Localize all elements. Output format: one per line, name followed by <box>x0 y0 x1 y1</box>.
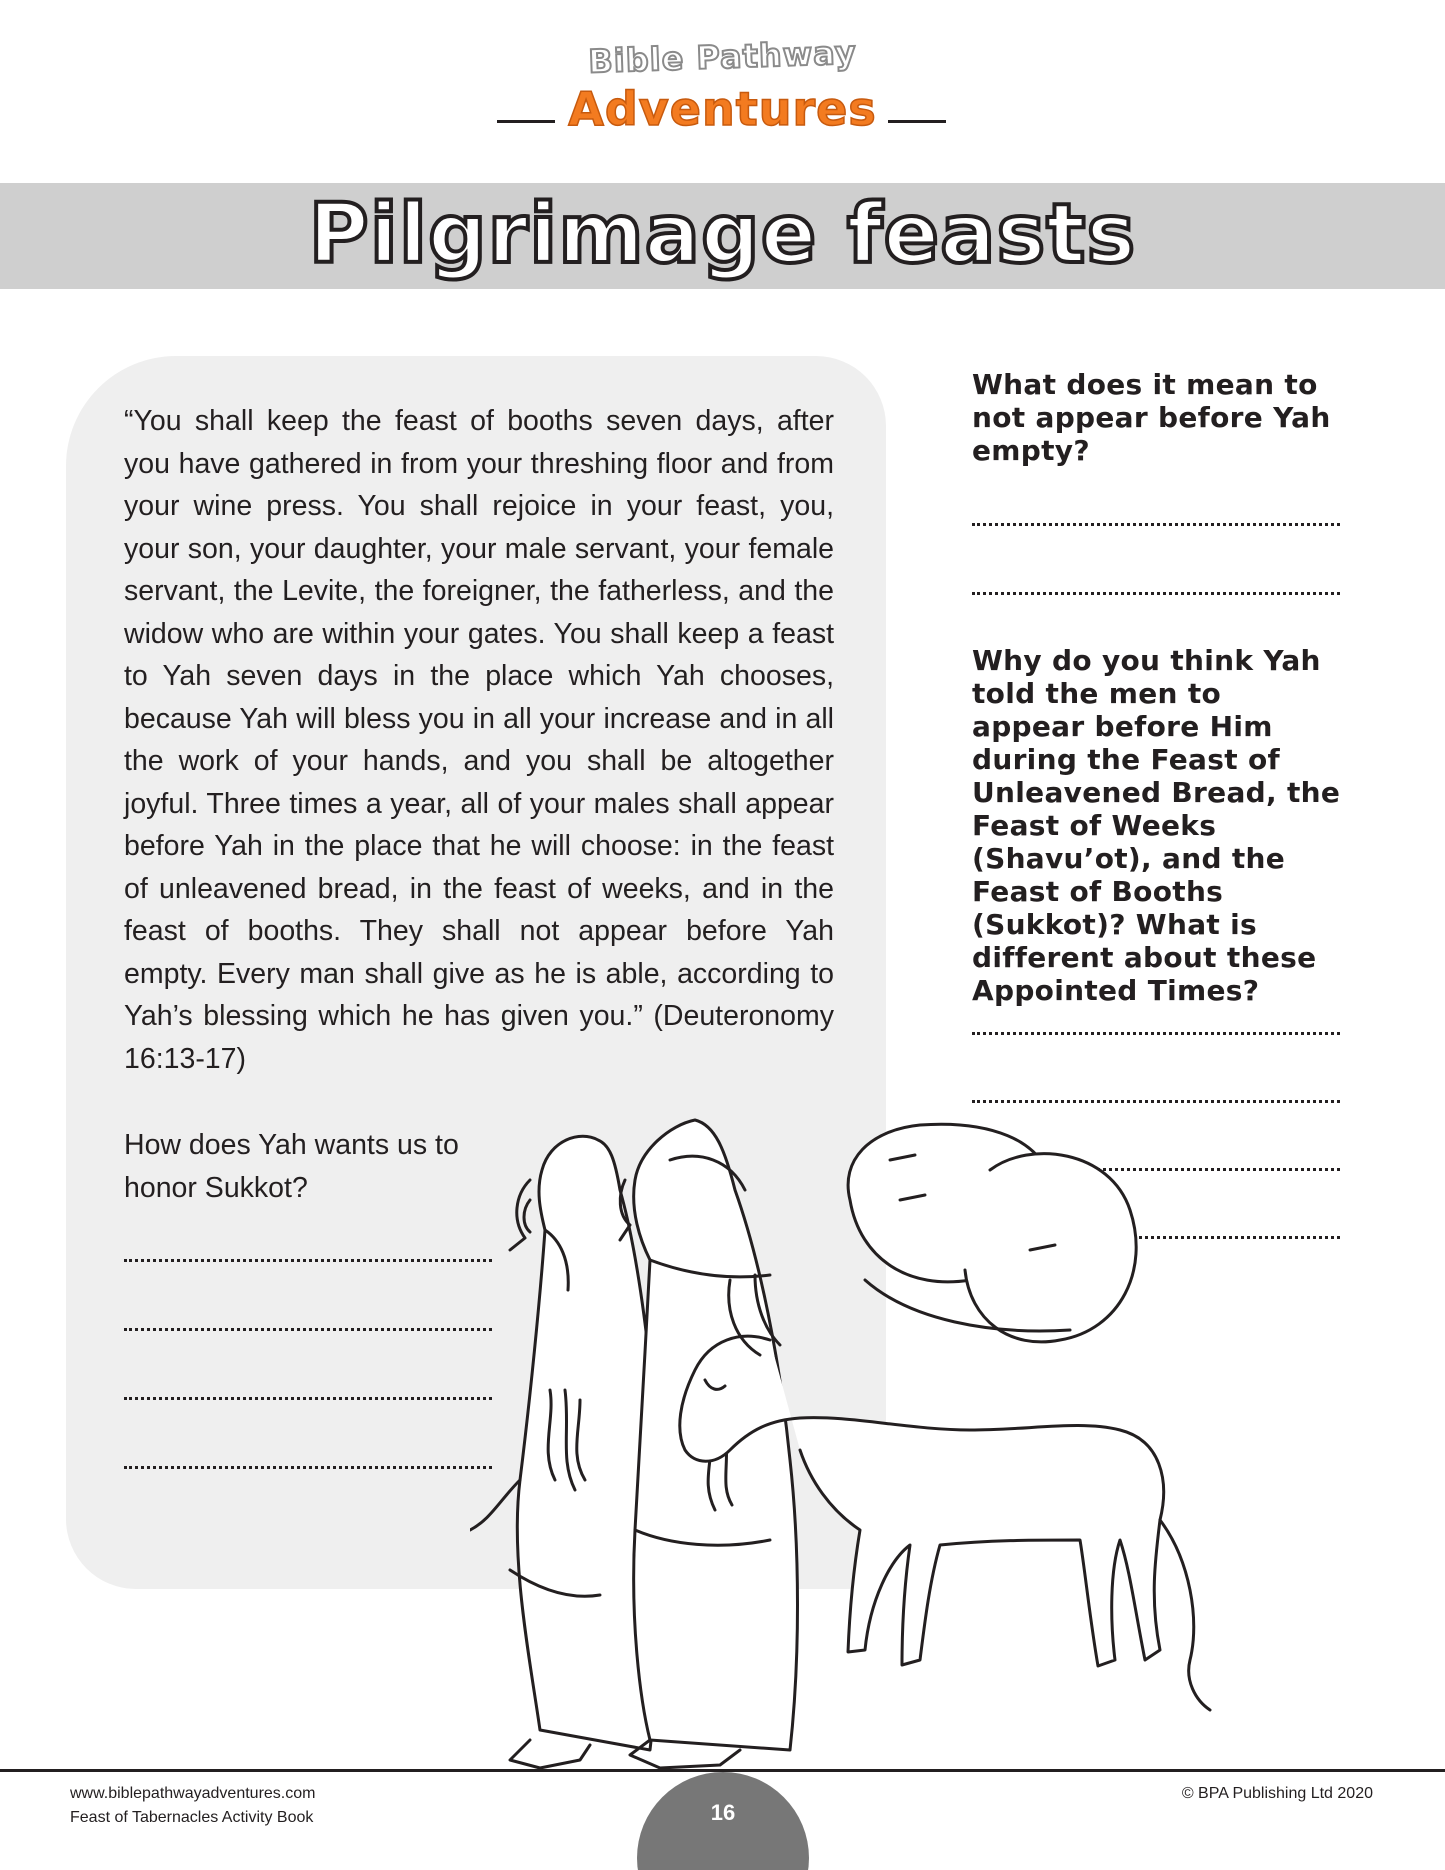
answer-line[interactable] <box>124 1466 492 1469</box>
answer-line[interactable] <box>124 1397 492 1400</box>
right-question-1: What does it mean to not appear before Yah empty? <box>972 368 1331 467</box>
pilgrims-with-donkey-illustration <box>470 1100 1445 1780</box>
title-band <box>0 183 1445 289</box>
page-number: 16 <box>710 1800 736 1825</box>
footer-left <box>70 1782 315 1830</box>
answer-line[interactable] <box>124 1328 492 1331</box>
right-question-2: Why do you think Yah told the men to appear before Him during the Feast of Unleavened Bread, the Feast of Weeks (Shavu’ot), and the Feast of Booths (Sukkot)? What is different about these Appointed Times? <box>972 644 1341 1007</box>
logo-top-text: Bible Pathway <box>587 33 858 81</box>
left-question: How does Yah wants us to honor Sukkot? <box>124 1129 459 1204</box>
answer-line[interactable] <box>972 523 1340 526</box>
logo-bottom-text: Adventures <box>568 82 877 136</box>
footer-copyright: © BPA Publishing Ltd 2020 <box>1181 1785 1373 1802</box>
brand-logo <box>0 28 1445 138</box>
scripture-quote: “You shall keep the feast of booths seven days, after you have gathered in from your threshing floor and from your wine press. You shall rejoice in your feast, you, your son, your daughter, your male servant, your female servant, the Levite, the foreigner, the fatherless, and the widow who are within your gates. You shall keep a feast to Yah seven days in the place which Yah chooses, because Yah will bless you in all your increase and in all the work of your hands, and you shall be altogether joyful. Three times a year, all of your males shall appear before Yah in the place that he will choose: in the feast of unleavened bread, in the feast of weeks, and in the feast of booths. They shall not appear before Yah empty. Every man shall give as he is able, according to Yah’s blessing which he has given you.” (Deuteronomy 16:13-17) <box>124 405 834 1075</box>
page-title: Pilgrimage feasts <box>308 187 1137 282</box>
footer-website-link[interactable]: www.biblepathwayadventures.com <box>70 1785 316 1802</box>
answer-line[interactable] <box>972 592 1340 595</box>
answer-line[interactable] <box>972 1032 1340 1035</box>
footer-book-title: Feast of Tabernacles Activity Book <box>70 1809 314 1826</box>
logo-divider-right <box>888 120 946 123</box>
answer-line[interactable] <box>124 1259 492 1262</box>
